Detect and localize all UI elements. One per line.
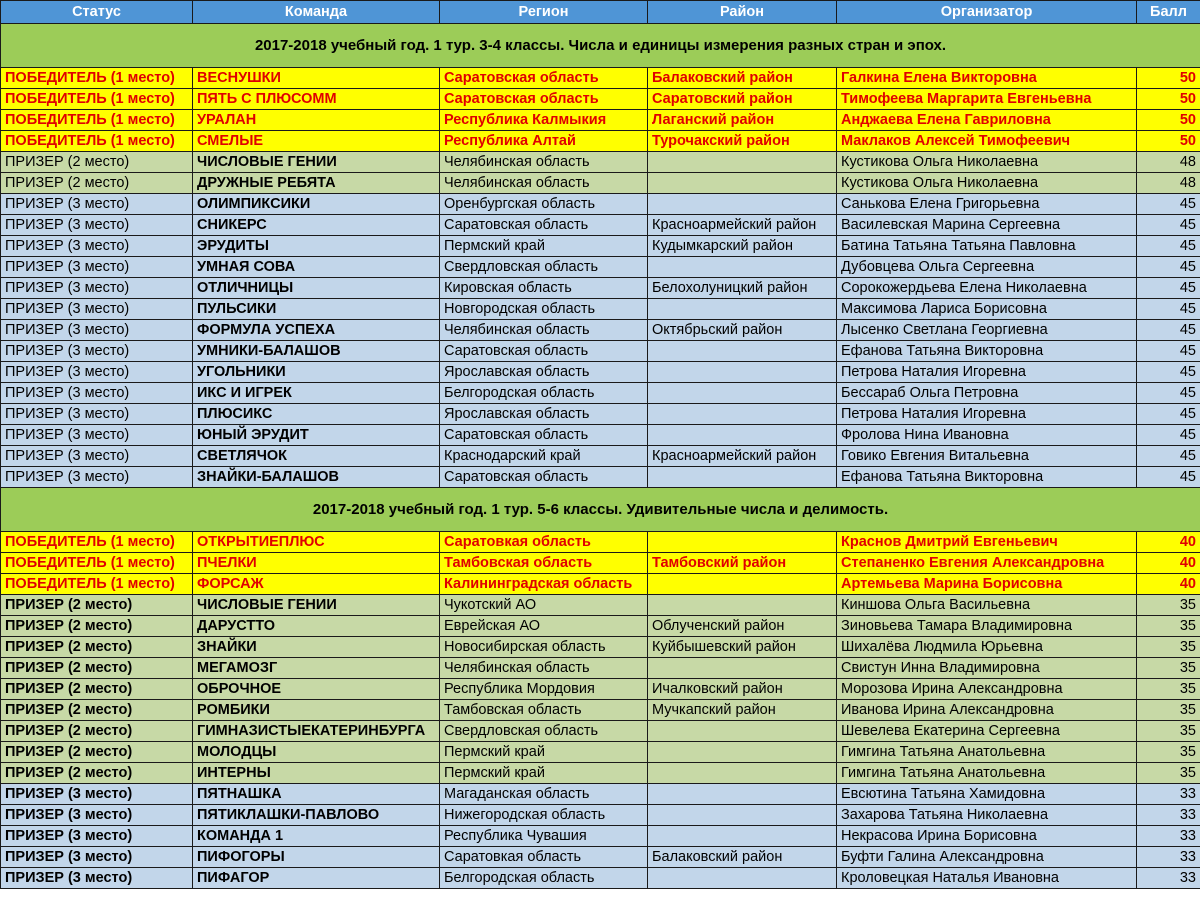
table-row[interactable] xyxy=(1,425,1200,446)
score-cell: 40 xyxy=(1137,532,1200,553)
table-row[interactable] xyxy=(1,742,1200,763)
organizer-cell: Буфти Галина Александровна xyxy=(837,847,1137,868)
status-cell: ПРИЗЕР (3 место) xyxy=(1,868,193,889)
table-row[interactable] xyxy=(1,152,1200,173)
team-cell: ОЛИМПИКСИКИ xyxy=(193,194,440,215)
status-cell: ПРИЗЕР (2 место) xyxy=(1,763,193,784)
score-cell: 50 xyxy=(1137,110,1200,131)
region-cell: Нижегородская область xyxy=(440,805,648,826)
table-row[interactable] xyxy=(1,467,1200,488)
team-cell: ЗНАЙКИ-БАЛАШОВ xyxy=(193,467,440,488)
organizer-cell: Кустикова Ольга Николаевна xyxy=(837,173,1137,194)
table-row[interactable] xyxy=(1,616,1200,637)
district-cell xyxy=(648,257,837,278)
section-title-row xyxy=(1,488,1200,532)
status-cell: ПРИЗЕР (3 место) xyxy=(1,446,193,467)
district-cell xyxy=(648,362,837,383)
header-status[interactable]: Статус xyxy=(1,1,193,24)
status-cell: ПРИЗЕР (3 место) xyxy=(1,404,193,425)
organizer-cell: Тимофеева Маргарита Евгеньевна xyxy=(837,89,1137,110)
table-row[interactable] xyxy=(1,362,1200,383)
organizer-cell: Гимгина Татьяна Анатольевна xyxy=(837,763,1137,784)
region-cell: Краснодарский край xyxy=(440,446,648,467)
region-cell: Пермский край xyxy=(440,742,648,763)
score-cell: 35 xyxy=(1137,721,1200,742)
team-cell: ЭРУДИТЫ xyxy=(193,236,440,257)
district-cell: Ичалковский район xyxy=(648,679,837,700)
organizer-cell: Кроловецкая Наталья Ивановна xyxy=(837,868,1137,889)
district-cell xyxy=(648,742,837,763)
table-row[interactable] xyxy=(1,658,1200,679)
team-cell: СНИКЕРС xyxy=(193,215,440,236)
table-row[interactable] xyxy=(1,847,1200,868)
region-cell: Саратовская область xyxy=(440,341,648,362)
score-cell: 45 xyxy=(1137,467,1200,488)
status-cell: ПРИЗЕР (2 место) xyxy=(1,658,193,679)
organizer-cell: Евсютина Татьяна Хамидовна xyxy=(837,784,1137,805)
table-row[interactable] xyxy=(1,784,1200,805)
status-cell: ПОБЕДИТЕЛЬ (1 место) xyxy=(1,532,193,553)
table-row[interactable] xyxy=(1,236,1200,257)
organizer-cell: Галкина Елена Викторовна xyxy=(837,68,1137,89)
district-cell: Октябрьский район xyxy=(648,320,837,341)
score-cell: 50 xyxy=(1137,89,1200,110)
region-cell: Калининградская область xyxy=(440,574,648,595)
region-cell: Ярославская область xyxy=(440,362,648,383)
region-cell: Пермский край xyxy=(440,763,648,784)
region-cell: Саратовкая область xyxy=(440,847,648,868)
district-cell xyxy=(648,532,837,553)
status-cell: ПРИЗЕР (2 место) xyxy=(1,173,193,194)
score-cell: 35 xyxy=(1137,595,1200,616)
section-title: 2017-2018 учебный год. 1 тур. 5-6 классы. Удивительные числа и делимость. xyxy=(1,488,1200,532)
status-cell: ПРИЗЕР (3 место) xyxy=(1,467,193,488)
team-cell: ЧИСЛОВЫЕ ГЕНИИ xyxy=(193,595,440,616)
score-cell: 40 xyxy=(1137,574,1200,595)
status-cell: ПРИЗЕР (3 место) xyxy=(1,215,193,236)
organizer-cell: Санькова Елена Григорьевна xyxy=(837,194,1137,215)
table-row[interactable] xyxy=(1,826,1200,847)
status-cell: ПРИЗЕР (3 место) xyxy=(1,320,193,341)
status-cell: ПРИЗЕР (2 место) xyxy=(1,616,193,637)
region-cell: Белгородская область xyxy=(440,383,648,404)
region-cell: Новгородская область xyxy=(440,299,648,320)
status-cell: ПРИЗЕР (2 место) xyxy=(1,637,193,658)
district-cell: Тамбовский район xyxy=(648,553,837,574)
score-cell: 33 xyxy=(1137,805,1200,826)
table-row[interactable] xyxy=(1,805,1200,826)
district-cell xyxy=(648,383,837,404)
district-cell: Красноармейский район xyxy=(648,215,837,236)
status-cell: ПРИЗЕР (3 место) xyxy=(1,257,193,278)
score-cell: 35 xyxy=(1137,679,1200,700)
table-row[interactable] xyxy=(1,553,1200,574)
status-cell: ПРИЗЕР (2 место) xyxy=(1,152,193,173)
score-cell: 33 xyxy=(1137,847,1200,868)
organizer-cell: Иванова Ирина Александровна xyxy=(837,700,1137,721)
score-cell: 45 xyxy=(1137,404,1200,425)
score-cell: 45 xyxy=(1137,341,1200,362)
organizer-cell: Зиновьева Тамара Владимировна xyxy=(837,616,1137,637)
team-cell: ПЧЕЛКИ xyxy=(193,553,440,574)
region-cell: Новосибирская область xyxy=(440,637,648,658)
score-cell: 35 xyxy=(1137,616,1200,637)
district-cell xyxy=(648,595,837,616)
district-cell: Турочакский район xyxy=(648,131,837,152)
score-cell: 45 xyxy=(1137,215,1200,236)
region-cell: Кировская область xyxy=(440,278,648,299)
table-row[interactable] xyxy=(1,320,1200,341)
organizer-cell: Артемьева Марина Борисовна xyxy=(837,574,1137,595)
organizer-cell: Захарова Татьяна Николаевна xyxy=(837,805,1137,826)
section-title-row xyxy=(1,24,1200,68)
organizer-cell: Бессараб Ольга Петровна xyxy=(837,383,1137,404)
team-cell: МОЛОДЦЫ xyxy=(193,742,440,763)
status-cell: ПРИЗЕР (3 место) xyxy=(1,784,193,805)
status-cell: ПРИЗЕР (3 место) xyxy=(1,236,193,257)
district-cell xyxy=(648,826,837,847)
organizer-cell: Шихалёва Людмила Юрьевна xyxy=(837,637,1137,658)
team-cell: УГОЛЬНИКИ xyxy=(193,362,440,383)
status-cell: ПРИЗЕР (3 место) xyxy=(1,278,193,299)
region-cell: Саратовская область xyxy=(440,467,648,488)
score-cell: 45 xyxy=(1137,362,1200,383)
region-cell: Чукотский АО xyxy=(440,595,648,616)
team-cell: ПЯТНАШКА xyxy=(193,784,440,805)
district-cell xyxy=(648,425,837,446)
district-cell: Кудымкарский район xyxy=(648,236,837,257)
status-cell: ПОБЕДИТЕЛЬ (1 место) xyxy=(1,553,193,574)
region-cell: Республика Мордовия xyxy=(440,679,648,700)
district-cell: Саратовский район xyxy=(648,89,837,110)
header-region[interactable]: Регион xyxy=(440,1,648,24)
organizer-cell: Анджаева Елена Гавриловна xyxy=(837,110,1137,131)
district-cell xyxy=(648,805,837,826)
organizer-cell: Батина Татьяна Татьяна Павловна xyxy=(837,236,1137,257)
district-cell xyxy=(648,868,837,889)
organizer-cell: Гимгина Татьяна Анатольевна xyxy=(837,742,1137,763)
score-cell: 33 xyxy=(1137,826,1200,847)
team-cell: ФОРМУЛА УСПЕХА xyxy=(193,320,440,341)
region-cell: Челябинская область xyxy=(440,152,648,173)
organizer-cell: Морозова Ирина Александровна xyxy=(837,679,1137,700)
organizer-cell: Степаненко Евгения Александровна xyxy=(837,553,1137,574)
district-cell: Балаковский район xyxy=(648,847,837,868)
status-cell: ПРИЗЕР (3 место) xyxy=(1,383,193,404)
status-cell: ПРИЗЕР (3 место) xyxy=(1,425,193,446)
team-cell: ВЕСНУШКИ xyxy=(193,68,440,89)
table-row[interactable] xyxy=(1,700,1200,721)
team-cell: ДРУЖНЫЕ РЕБЯТА xyxy=(193,173,440,194)
table-body xyxy=(1,24,1200,889)
region-cell: Республика Калмыкия xyxy=(440,110,648,131)
status-cell: ПРИЗЕР (3 место) xyxy=(1,341,193,362)
team-cell: СВЕТЛЯЧОК xyxy=(193,446,440,467)
organizer-cell: Свистун Инна Владимировна xyxy=(837,658,1137,679)
team-cell: ЮНЫЙ ЭРУДИТ xyxy=(193,425,440,446)
district-cell xyxy=(648,658,837,679)
status-cell: ПРИЗЕР (3 место) xyxy=(1,194,193,215)
header-row xyxy=(1,1,1200,24)
region-cell: Челябинская область xyxy=(440,320,648,341)
table-row[interactable] xyxy=(1,637,1200,658)
organizer-cell: Кустикова Ольга Николаевна xyxy=(837,152,1137,173)
region-cell: Саратовская область xyxy=(440,68,648,89)
status-cell: ПРИЗЕР (3 место) xyxy=(1,805,193,826)
district-cell: Мучкапский район xyxy=(648,700,837,721)
region-cell: Саратовская область xyxy=(440,425,648,446)
organizer-cell: Некрасова Ирина Борисовна xyxy=(837,826,1137,847)
team-cell: ОТКРЫТИЕПЛЮС xyxy=(193,532,440,553)
score-cell: 35 xyxy=(1137,637,1200,658)
region-cell: Магаданская область xyxy=(440,784,648,805)
team-cell: ОТЛИЧНИЦЫ xyxy=(193,278,440,299)
district-cell: Куйбышевский район xyxy=(648,637,837,658)
table-row[interactable] xyxy=(1,299,1200,320)
table-row[interactable] xyxy=(1,173,1200,194)
status-cell: ПОБЕДИТЕЛЬ (1 место) xyxy=(1,89,193,110)
district-cell xyxy=(648,763,837,784)
team-cell: ФОРСАЖ xyxy=(193,574,440,595)
score-cell: 45 xyxy=(1137,194,1200,215)
region-cell: Ярославская область xyxy=(440,404,648,425)
organizer-cell: Ефанова Татьяна Викторовна xyxy=(837,341,1137,362)
header-team[interactable]: Команда xyxy=(193,1,440,24)
status-cell: ПОБЕДИТЕЛЬ (1 место) xyxy=(1,68,193,89)
district-cell: Балаковский район xyxy=(648,68,837,89)
team-cell: ОБРОЧНОЕ xyxy=(193,679,440,700)
table-row[interactable] xyxy=(1,574,1200,595)
team-cell: ПЛЮСИКС xyxy=(193,404,440,425)
status-cell: ПРИЗЕР (3 место) xyxy=(1,299,193,320)
status-cell: ПРИЗЕР (2 место) xyxy=(1,721,193,742)
table-row[interactable] xyxy=(1,763,1200,784)
region-cell: Республика Алтай xyxy=(440,131,648,152)
table-row[interactable] xyxy=(1,679,1200,700)
district-cell xyxy=(648,574,837,595)
organizer-cell: Маклаков Алексей Тимофеевич xyxy=(837,131,1137,152)
table-row[interactable] xyxy=(1,215,1200,236)
status-cell: ПРИЗЕР (3 место) xyxy=(1,826,193,847)
district-cell xyxy=(648,467,837,488)
team-cell: ПИФОГОРЫ xyxy=(193,847,440,868)
region-cell: Республика Чувашия xyxy=(440,826,648,847)
region-cell: Еврейская АО xyxy=(440,616,648,637)
team-cell: РОМБИКИ xyxy=(193,700,440,721)
table-row[interactable] xyxy=(1,131,1200,152)
team-cell: СМЕЛЫЕ xyxy=(193,131,440,152)
region-cell: Белгородская область xyxy=(440,868,648,889)
status-cell: ПРИЗЕР (3 место) xyxy=(1,362,193,383)
score-cell: 33 xyxy=(1137,784,1200,805)
team-cell: ПУЛЬСИКИ xyxy=(193,299,440,320)
table-row[interactable] xyxy=(1,868,1200,889)
score-cell: 50 xyxy=(1137,68,1200,89)
score-cell: 33 xyxy=(1137,868,1200,889)
region-cell: Саратовкая область xyxy=(440,532,648,553)
district-cell xyxy=(648,299,837,320)
table-row[interactable] xyxy=(1,68,1200,89)
header-district[interactable]: Район xyxy=(648,1,837,24)
table-row[interactable] xyxy=(1,383,1200,404)
region-cell: Саратовская область xyxy=(440,89,648,110)
district-cell xyxy=(648,784,837,805)
team-cell: КОМАНДА 1 xyxy=(193,826,440,847)
region-cell: Тамбовская область xyxy=(440,700,648,721)
region-cell: Оренбургская область xyxy=(440,194,648,215)
status-cell: ПРИЗЕР (2 место) xyxy=(1,742,193,763)
table-row[interactable] xyxy=(1,194,1200,215)
score-cell: 45 xyxy=(1137,236,1200,257)
district-cell xyxy=(648,721,837,742)
organizer-cell: Лысенко Светлана Георгиевна xyxy=(837,320,1137,341)
district-cell xyxy=(648,341,837,362)
score-cell: 45 xyxy=(1137,257,1200,278)
table-row[interactable] xyxy=(1,341,1200,362)
district-cell xyxy=(648,404,837,425)
status-cell: ПРИЗЕР (2 место) xyxy=(1,595,193,616)
organizer-cell: Петрова Наталия Игоревна xyxy=(837,404,1137,425)
score-cell: 48 xyxy=(1137,152,1200,173)
status-cell: ПРИЗЕР (3 место) xyxy=(1,847,193,868)
team-cell: УМНИКИ-БАЛАШОВ xyxy=(193,341,440,362)
team-cell: ПИФАГОР xyxy=(193,868,440,889)
team-cell: УМНАЯ СОВА xyxy=(193,257,440,278)
organizer-cell: Василевская Марина Сергеевна xyxy=(837,215,1137,236)
status-cell: ПРИЗЕР (2 место) xyxy=(1,700,193,721)
score-cell: 50 xyxy=(1137,131,1200,152)
region-cell: Свердловская область xyxy=(440,721,648,742)
table-row[interactable] xyxy=(1,278,1200,299)
district-cell xyxy=(648,152,837,173)
organizer-cell: Шевелева Екатерина Сергеевна xyxy=(837,721,1137,742)
table-row[interactable] xyxy=(1,721,1200,742)
score-cell: 45 xyxy=(1137,299,1200,320)
organizer-cell: Петрова Наталия Игоревна xyxy=(837,362,1137,383)
status-cell: ПОБЕДИТЕЛЬ (1 место) xyxy=(1,110,193,131)
table-row[interactable] xyxy=(1,89,1200,110)
header-score[interactable]: Балл xyxy=(1137,1,1200,24)
score-cell: 45 xyxy=(1137,278,1200,299)
district-cell: Облученский район xyxy=(648,616,837,637)
district-cell xyxy=(648,194,837,215)
region-cell: Свердловская область xyxy=(440,257,648,278)
team-cell: ЧИСЛОВЫЕ ГЕНИИ xyxy=(193,152,440,173)
organizer-cell: Ефанова Татьяна Викторовна xyxy=(837,467,1137,488)
team-cell: УРАЛАН xyxy=(193,110,440,131)
status-cell: ПОБЕДИТЕЛЬ (1 место) xyxy=(1,574,193,595)
table-row[interactable] xyxy=(1,446,1200,467)
team-cell: ИКС И ИГРЕК xyxy=(193,383,440,404)
organizer-cell: Краснов Дмитрий Евгеньевич xyxy=(837,532,1137,553)
organizer-cell: Киншова Ольга Васильевна xyxy=(837,595,1137,616)
score-cell: 48 xyxy=(1137,173,1200,194)
table-row[interactable] xyxy=(1,110,1200,131)
team-cell: ИНТЕРНЫ xyxy=(193,763,440,784)
score-cell: 35 xyxy=(1137,658,1200,679)
district-cell: Красноармейский район xyxy=(648,446,837,467)
header-organizer[interactable]: Организатор xyxy=(837,1,1137,24)
district-cell xyxy=(648,173,837,194)
score-cell: 35 xyxy=(1137,763,1200,784)
table-row[interactable] xyxy=(1,595,1200,616)
organizer-cell: Максимова Лариса Борисовна xyxy=(837,299,1137,320)
table-row[interactable] xyxy=(1,404,1200,425)
region-cell: Пермский край xyxy=(440,236,648,257)
team-cell: ЗНАЙКИ xyxy=(193,637,440,658)
region-cell: Саратовская область xyxy=(440,215,648,236)
team-cell: ГИМНАЗИСТЫЕКАТЕРИНБУРГА xyxy=(193,721,440,742)
organizer-cell: Дубовцева Ольга Сергеевна xyxy=(837,257,1137,278)
district-cell: Лаганский район xyxy=(648,110,837,131)
region-cell: Челябинская область xyxy=(440,658,648,679)
score-cell: 35 xyxy=(1137,700,1200,721)
table-row[interactable] xyxy=(1,532,1200,553)
score-cell: 35 xyxy=(1137,742,1200,763)
organizer-cell: Фролова Нина Ивановна xyxy=(837,425,1137,446)
score-cell: 45 xyxy=(1137,446,1200,467)
status-cell: ПОБЕДИТЕЛЬ (1 место) xyxy=(1,131,193,152)
team-cell: ПЯТЬ С ПЛЮСОММ xyxy=(193,89,440,110)
organizer-cell: Сорокожердьева Елена Николаевна xyxy=(837,278,1137,299)
district-cell: Белохолуницкий район xyxy=(648,278,837,299)
score-cell: 45 xyxy=(1137,383,1200,404)
team-cell: ДАРУСТТО xyxy=(193,616,440,637)
organizer-cell: Говико Евгения Витальевна xyxy=(837,446,1137,467)
team-cell: МЕГАМОЗГ xyxy=(193,658,440,679)
region-cell: Тамбовская область xyxy=(440,553,648,574)
table-row[interactable] xyxy=(1,257,1200,278)
section-title: 2017-2018 учебный год. 1 тур. 3-4 классы. Числа и единицы измерения разных стран и эпох. xyxy=(1,24,1200,68)
region-cell: Челябинская область xyxy=(440,173,648,194)
score-cell: 40 xyxy=(1137,553,1200,574)
team-cell: ПЯТИКЛАШКИ-ПАВЛОВО xyxy=(193,805,440,826)
score-cell: 45 xyxy=(1137,320,1200,341)
status-cell: ПРИЗЕР (2 место) xyxy=(1,679,193,700)
score-cell: 45 xyxy=(1137,425,1200,446)
